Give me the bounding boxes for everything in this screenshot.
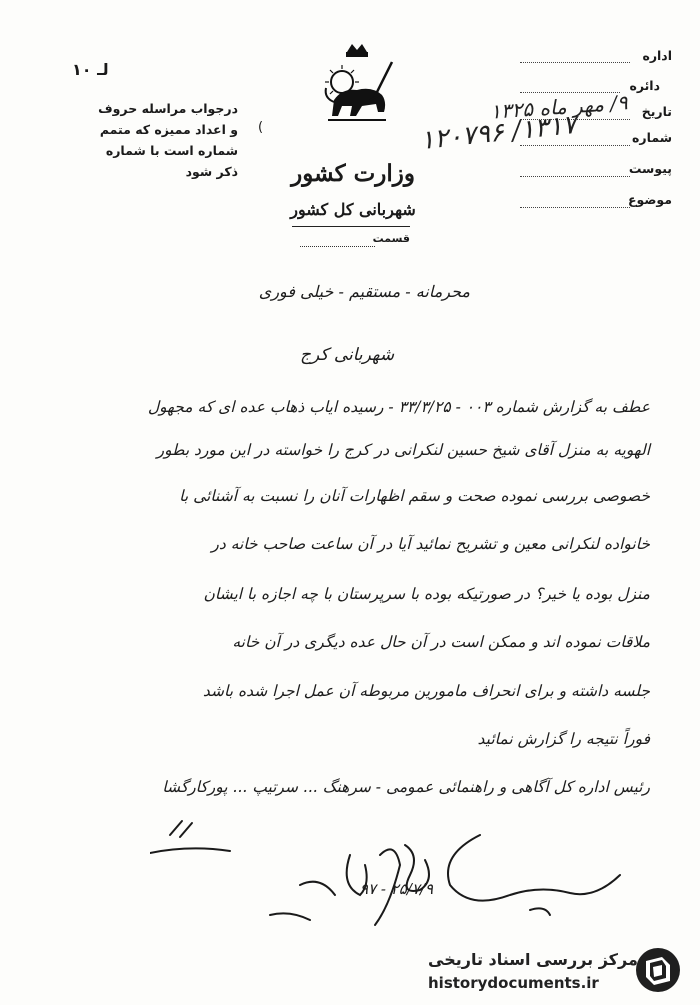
bracket-mark: ( — [258, 120, 264, 135]
handwritten-date: ۹/ مهر ماه ۱۳۲۵ — [489, 90, 629, 124]
reply-instruction-note: درجواب مراسله حروف و اعداد ممیزه که متمم شماره است با شماره ذکر شود — [98, 101, 238, 179]
greeting-line: شهربانی کرج — [300, 345, 395, 365]
office-field-label: اداره — [642, 48, 672, 63]
handwritten-number: ۱۳۱۷/ ۱۲۰۷۹۶ — [418, 109, 578, 157]
body-line: خصوصی بررسی نموده صحت و سقم اظهارات آنان را نسبت به آشنائی با — [179, 487, 650, 505]
lion-and-sun-emblem-icon — [312, 40, 402, 135]
number-field-label: شماره — [632, 130, 672, 145]
section-label: قسمت — [372, 232, 410, 245]
ministry-title: وزارت کشور — [291, 160, 415, 187]
subject-field-label: موضوع — [627, 192, 672, 207]
body-line: الهویه به منزل آقای شیخ حسین لنکرانی در کرج را خواسته در این مورد بطور — [156, 441, 650, 459]
body-line: فوراً نتیجه را گزارش نمائید — [477, 730, 650, 748]
subject-field-line — [520, 207, 630, 208]
office-field-line — [520, 62, 630, 63]
section-line — [300, 246, 375, 247]
body-line: منزل بوده یا خیر؟ در صورتیکه بوده با سرپرستان با چه اجازه با ایشان — [203, 585, 650, 603]
signature-note: ۲۵/۷/۹ - ۹۷ — [360, 880, 434, 898]
department-field-label: دائره — [629, 78, 660, 93]
recipient-line: محرمانه - مستقیم - خیلی فوری — [258, 282, 470, 301]
body-line: جلسه داشته و برای انحراف مامورین مربوطه آن عمل اجرا شده باشد — [202, 682, 650, 700]
attachment-field-label: پیوست — [628, 161, 672, 176]
watermark-org-name: مرکز بررسی اسناد تاریخی — [428, 950, 638, 969]
watermark-url: historydocuments.ir — [428, 974, 599, 992]
body-line: عطف به گزارش شماره ۰۰۳ - ۳۳/۳/۲۵ - رسیده ایاب ذهاب عده ای که مجهول — [147, 398, 650, 416]
number-field-line — [520, 145, 630, 146]
body-line: ملاقات نموده اند و ممکن است در آن حال عده دیگری در آن خانه — [232, 633, 650, 651]
closing-line: رئیس اداره کل آگاهی و راهنمائی عمومی - سرهنگ ... سرتیپ ... پورکارگشا — [162, 778, 650, 796]
attachment-field-line — [520, 176, 630, 177]
title-underline — [292, 226, 410, 227]
corner-code: لـ ۱۰ — [72, 60, 109, 79]
archive-logo-icon — [632, 945, 684, 995]
department-title: شهربانی کل کشور — [290, 200, 416, 219]
date-field-label: تاریخ — [641, 104, 672, 119]
body-line: خانواده لنکرانی معین و تشریح نمائید آیا در آن ساعت صاحب خانه در — [211, 535, 650, 553]
